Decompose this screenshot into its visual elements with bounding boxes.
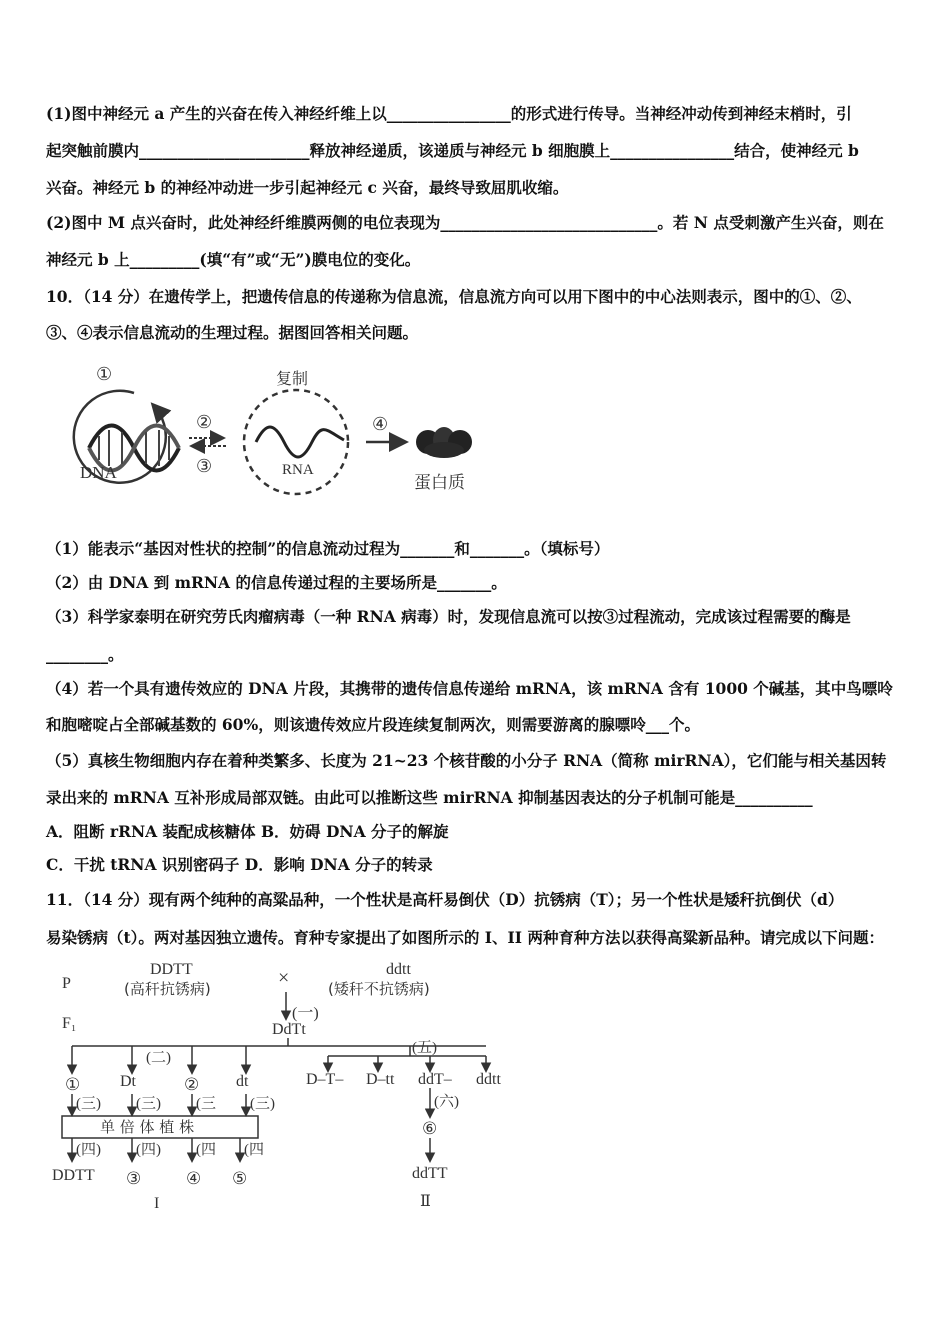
step-1-label: (一) [292, 1005, 319, 1022]
result-6: ⑥ [422, 1119, 438, 1139]
parent-1-genotype: DDTT [150, 961, 193, 978]
label-dna: DNA [80, 463, 117, 482]
q9-line-1: (1)图中神经元 a 产生的兴奋在传入神经纤维上以________________的形式进行传导。当神经冲动传到神经末梢时，引 [46, 104, 852, 123]
q10-sub-1: （1）能表示“基因对性状的控制”的信息流动过程为_______和_______。（填标号） [46, 539, 610, 558]
f2-phenotype-2: D–tt [366, 1071, 395, 1088]
q10-sub-5a: （5）真核生物细胞内存在着种类繁多、长度为 21~23 个核苷酸的小分子 RNA（简称 mirRNA），它们能与相关基因转 [46, 751, 887, 770]
gamete-3: ② [184, 1075, 200, 1095]
label-f1: F₁ [62, 1015, 77, 1032]
step-4-label-d: (四 [244, 1142, 264, 1158]
parent-1-description: (高秆抗锈病) [124, 980, 211, 998]
step-3-label-a: (三) [76, 1096, 101, 1112]
step-4-label-a: (四) [76, 1142, 101, 1158]
q11-stem-line-2: 易染锈病（t）。两对基因独立遗传。育种专家提出了如图所示的 I、II 两种育种方法以获得高粱新品种。请完成以下问题： [46, 928, 884, 947]
label-replication: 复制 [276, 369, 309, 388]
f1-genotype: DdTt [272, 1021, 306, 1038]
label-rna: RNA [282, 462, 314, 478]
q10-stem-line-1: 10．（14 分）在遗传学上，把遗传信息的传递称为信息流，信息流方向可以用下图中的中心法则表示，图中的①、②、 [46, 287, 862, 306]
f2-phenotype-4: ddtt [476, 1071, 501, 1088]
step-4-label-c: (四 [196, 1142, 216, 1158]
step-6-label: (六) [434, 1094, 459, 1110]
q10-sub-4b: 和胞嘧啶占全部碱基数的 60%，则该遗传效应片段连续复制两次，则需要游离的腺嘌呤___个。 [46, 715, 700, 734]
parent-2-description: (矮秆不抗锈病) [328, 980, 430, 998]
label-process-4: ④ [372, 414, 389, 435]
protein-icon [416, 427, 472, 458]
result-5: ⑤ [232, 1169, 248, 1189]
method-ii-label: Ⅱ [420, 1193, 431, 1210]
result-3: ③ [126, 1169, 142, 1189]
label-process-2: ② [196, 412, 213, 433]
result-ddtt-i: DDTT [52, 1167, 95, 1184]
q9-line-5: 神经元 b 上_________(填“有”或“无”)膜电位的变化。 [46, 250, 421, 269]
gamete-4: dt [236, 1073, 249, 1090]
label-process-1: ① [96, 364, 113, 385]
result-4: ④ [186, 1169, 202, 1189]
label-p: P [62, 975, 71, 992]
q10-sub-3b: ________。 [46, 645, 124, 664]
haploid-label: 单 倍 体 植 株 [100, 1118, 195, 1136]
step-3-label-c: (三 [196, 1096, 216, 1112]
q9-line-3: 兴奋。神经元 b 的神经冲动进一步引起神经元 c 兴奋，最终导致屈肌收缩。 [46, 178, 569, 197]
q11-stem-line-1: 11．（14 分）现有两个纯种的高粱品种，一个性状是高杆易倒伏（D）抗锈病（T）；另一个性状是矮秆抗倒伏（d） [46, 890, 844, 909]
q10-sub-2: （2）由 DNA 到 mRNA 的信息传递过程的主要场所是_______。 [46, 573, 507, 592]
method-i-label: I [154, 1195, 160, 1212]
result-ddtt-ii: ddTT [412, 1165, 448, 1182]
rna-strand-icon [256, 427, 344, 457]
q10-sub-3a: （3）科学家泰明在研究劳氏肉瘤病毒（一种 RNA 病毒）时，发现信息流可以按③过程流动，完成该过程需要的酶是 [46, 607, 851, 626]
q10-options-cd: C．干扰 tRNA 识别密码子 D．影响 DNA 分子的转录 [46, 855, 433, 874]
parent-2-genotype: ddtt [386, 961, 411, 978]
step-5-label: (五) [412, 1040, 437, 1056]
q10-sub-5b: 录出来的 mRNA 互补形成局部双链。由此可以推断这些 mirRNA 抑制基因表达的分子机制可能是__________ [46, 788, 813, 807]
f2-phenotype-1: D–T– [306, 1071, 344, 1088]
label-protein: 蛋白质 [414, 473, 465, 493]
gamete-1: ① [65, 1075, 81, 1095]
q10-sub-4a: （4）若一个具有遗传效应的 DNA 片段，其携带的遗传信息传递给 mRNA，该 mRNA 含有 1000 个碱基，其中鸟嘌呤 [46, 679, 893, 698]
q10-options-ab: A．阻断 rRNA 装配成核糖体 B．妨碍 DNA 分子的解旋 [46, 822, 449, 841]
q10-stem-line-2: ③、④表示信息流动的生理过程。据图回答相关问题。 [46, 323, 419, 342]
step-4-label-b: (四) [136, 1142, 161, 1158]
breeding-diagram [50, 956, 530, 1216]
q9-line-4: (2)图中 M 点兴奋时，此处神经纤维膜两侧的电位表现为____________________________。若 N 点受刺激产生兴奋，则在 [46, 213, 884, 232]
central-dogma-diagram [44, 358, 494, 508]
step-2-label: (二) [146, 1050, 171, 1066]
label-process-3: ③ [196, 456, 213, 477]
gamete-2: Dt [120, 1073, 136, 1090]
step-3-label-b: (三) [136, 1096, 161, 1112]
q9-line-2: 起突触前膜内______________________释放神经递质，该递质与神经元 b 细胞膜上________________结合，使神经元 b [46, 141, 859, 160]
cross-symbol: × [278, 967, 290, 989]
rna-replication-loop [244, 390, 348, 494]
f2-phenotype-3: ddT– [418, 1071, 452, 1088]
step-3-label-d: (三) [250, 1096, 275, 1112]
